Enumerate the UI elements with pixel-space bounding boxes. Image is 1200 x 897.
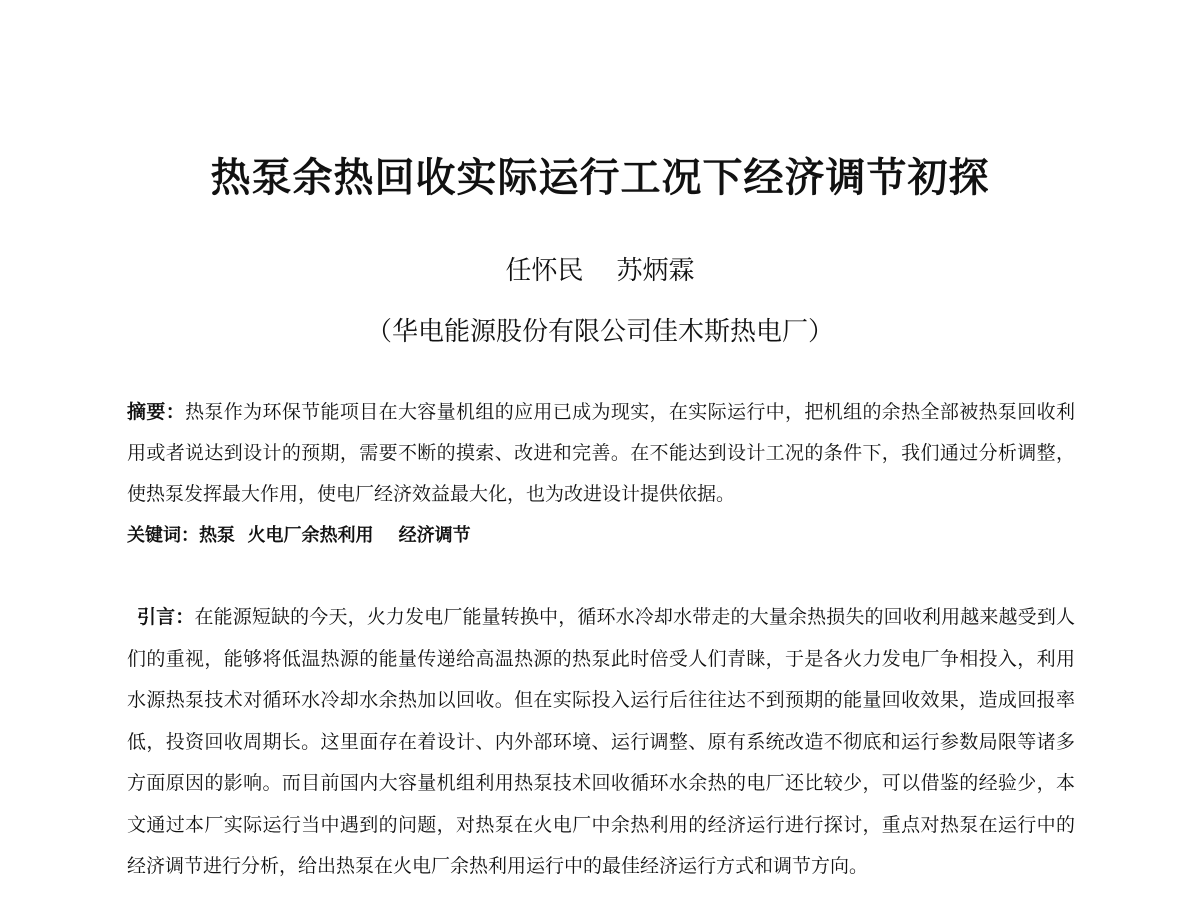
abstract-label: 摘要：: [127, 401, 186, 423]
paper-affiliation: （华电能源股份有限公司佳木斯热电厂）: [365, 317, 834, 347]
paper-authors: 任怀民 苏炳霖: [505, 256, 695, 286]
abstract-paragraph: [127, 392, 1075, 515]
keywords-line: [127, 515, 1075, 556]
keywords-label: 关键词：: [127, 525, 199, 546]
keywords-text: 热泵 火电厂余热利用 经济调节: [199, 525, 471, 546]
introduction-label: 引言：: [137, 606, 195, 628]
abstract-text: 热泵作为环保节能项目在大容量机组的应用已成为现实，在实际运行中，把机组的余热全部被热泵回收利用或者说达到设计的预期，需要不断的摸索、改进和完善。在不能达到设计工况的条件下，我们通过分析调整，使热泵发挥最大作用，使电厂经济效益最大化，也为改进设计提供依据。: [127, 401, 1075, 505]
paper-title: 热泵余热回收实际运行工况下经济调节初探: [210, 155, 990, 201]
introduction-paragraph: [127, 597, 1075, 888]
introduction-text: 在能源短缺的今天，火力发电厂能量转换中，循环水冷却水带走的大量余热损失的回收利用越来越受到人们的重视，能够将低温热源的能量传递给高温热源的热泵此时倍受人们青睐，于是各火力发电厂争相投入，利用水源热泵技术对循环水冷却水余热加以回收。但在实际投入运行后往往达不到预期的能量回收效果，造成回报率低，投资回收周期长。这里面存在着设计、内外部环境、运行调整、原有系统改造不彻底和运行参数局限等诸多方面原因的影响。而目前国内大容量机组利用热泵技术回收循环水余热的电厂还比较少，可以借鉴的经验少，本文通过本厂实际运行当中遇到的问题，对热泵在火电厂中余热利用的经济运行进行探讨，重点对热泵在运行中的经济调节进行分析，给出热泵在火电厂余热利用运行中的最佳经济运行方式和调节方向。: [127, 606, 1075, 877]
